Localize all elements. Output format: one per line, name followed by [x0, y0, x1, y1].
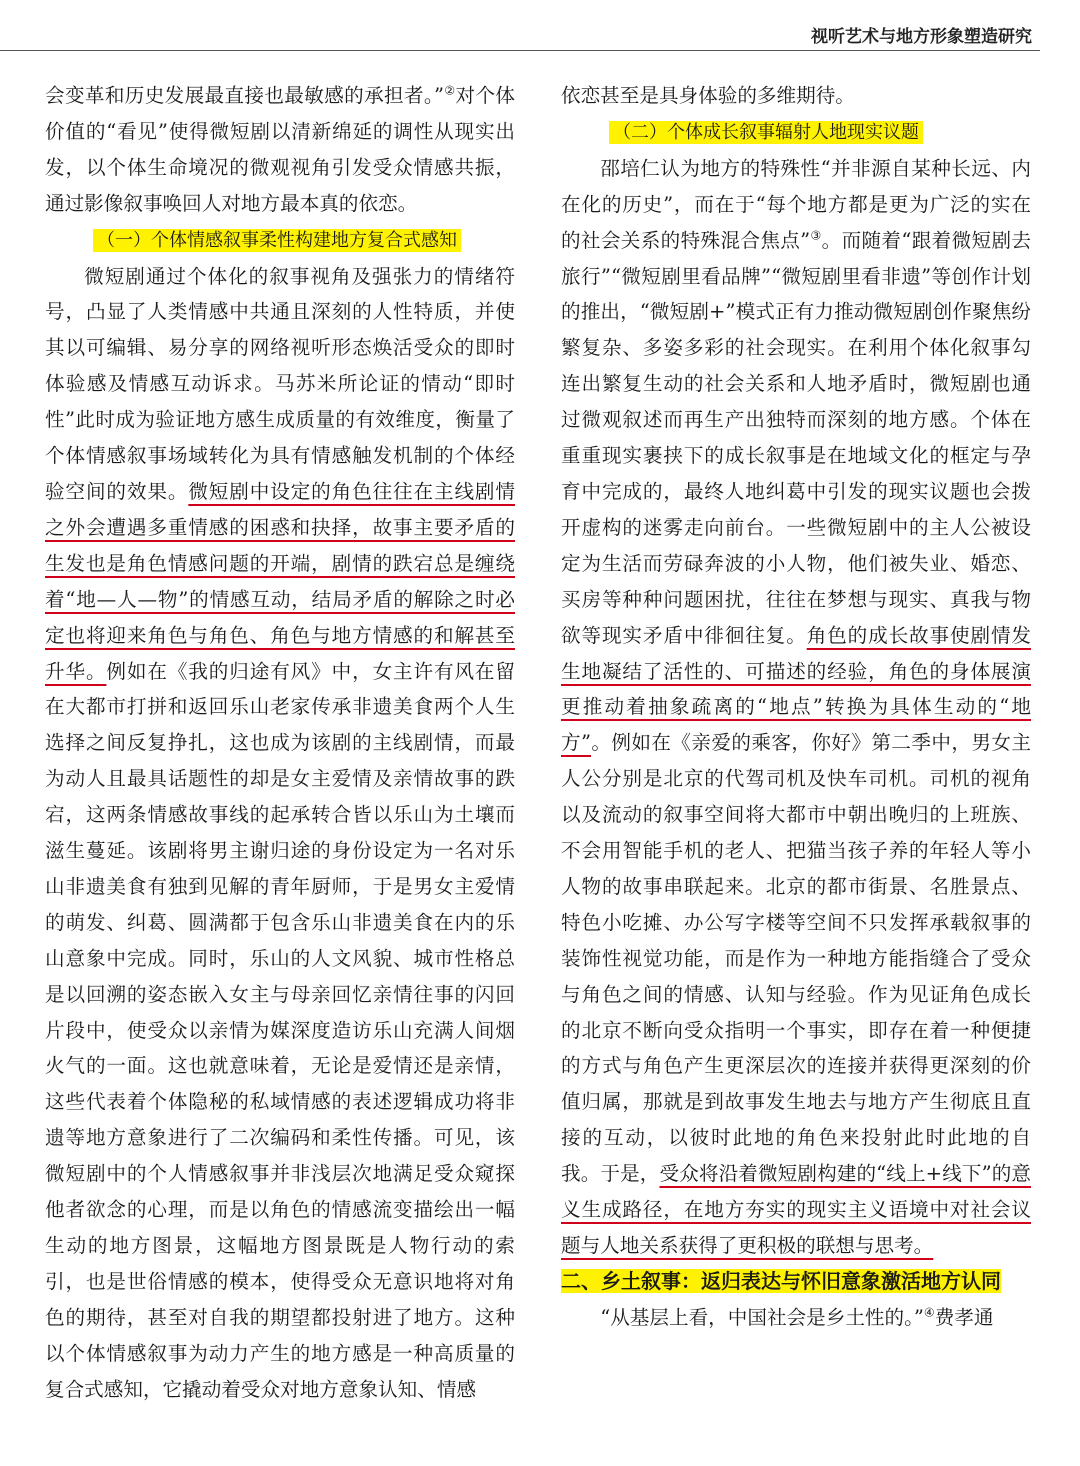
highlighted-heading: 二、乡土叙事：返归表达与怀旧意象激活地方认同: [561, 1268, 1001, 1293]
text-run: 。例如在《亲爱的乘客，你好》第二季中，男女主人公分别是北京的代驾司机及快车司机。司机的视角以及流动的叙事空间将大都市中朝出晚归的上班族、不会用智能手机的老人、把猫当孩子养的年轻人等小人物的故事串联起来。北京的都市街景、名胜景点、特色小吃摊、办公写字楼等空间不只发挥承载叙事的装饰性视觉功能，而是作为一种地方能指缝合了受众与角色之间的情感、认知与经验。作为见证角色成长的北京不断向受众指明一个事实，即存在着一种便捷的方式与角色产生更深层次的连接并获得更深刻的价值归属，那就是到故事发生地去与地方产生彻底且直接的互动，以彼时此地的角色来投射此时此地的自我。于是，: [561, 731, 1031, 1186]
page-header: [0, 0, 1080, 56]
text-run: “从基层上看，中国社会是乡土性的。”: [600, 1305, 924, 1329]
highlighted-heading: （一）个体情感叙事柔性构建地方复合式感知: [93, 229, 461, 252]
subsection-heading: [561, 114, 1031, 151]
header-rule: [0, 50, 1040, 51]
footnote-ref: ④: [923, 1305, 935, 1320]
text-run: 例如在《我的归途有风》中，女主许有风在留在大都市打拼和返回乐山老家传承非遗美食两个人生选择之间反复挣扎，这也成为该剧的主线剧情，而最为动人且最具话题性的却是女主爱情及亲情故事的跌宕，这两条情感故事线的起承转合皆以乐山为土壤而滋生蔓延。该剧将男主谢归途的身份设定为一名对乐山非遗美食有独到见解的青年厨师，于是男女主爱情的萌发、纠葛、圆满都于包含乐山非遗美食在内的乐山意象中完成。同时，乐山的人文风貌、城市性格总是以回溯的姿态嵌入女主与母亲回忆亲情往事的闪回片段中，使受众以亲情为媒深度造访乐山充满人间烟火气的一面。这也就意味着，无论是爱情还是亲情，这些代表着个体隐秘的私域情感的表述逻辑成功将非遗等地方意象进行了二次编码和柔性传播。可见，该微短剧中的个人情感叙事并非浅层次地满足受众窥探他者欲念的心理，而是以角色的情感流变描绘出一幅生动的地方图景，这幅地方图景既是人物行动的索引，也是世俗情感的模本，使得受众无意识地将对角色的期待，甚至对自我的期望都投射进了地方。这种以个体情感叙事为动力产生的地方感是一种高质量的复合式感知，它撬动着受众对地方意象认知、情感: [45, 659, 516, 1401]
running-title: 视听艺术与地方形象塑造研究: [811, 27, 1032, 47]
underlined-text: 角色的成长故事使剧情发生地凝结了活性的、可描述的经验，角色的身体展演更推动着抽象疏离的“地点”转换为具体生动的“地方”: [561, 623, 1032, 755]
paragraph: [561, 151, 1031, 1264]
footnote-ref: ②: [444, 83, 456, 98]
footnote-ref: ③: [810, 228, 822, 243]
text-run: 。而随着“跟着微短剧去旅行”“微短剧里看品牌”“微短剧里看非遗”等创作计划的推出，“微短剧+”模式正有力推动微短剧创作聚焦纷繁复杂、多姿多彩的社会现实。在利用个体化叙事勾连出繁复生动的社会关系和人地矛盾时，微短剧也通过微观叙述而再生产出独特而深刻的地方感。个体在重重现实裹挟下的成长叙事是在地域文化的框定与孕育中完成的，最终人地纠葛中引发的现实议题也会拨开虚构的迷雾走向前台。一些微短剧中的主人公被设定为生活而劳碌奔波的小人物，他们被失业、婚恋、买房等种种问题困扰，往往在梦想与现实、真我与物欲等现实矛盾中徘徊往复。: [561, 228, 1031, 647]
text-run: 会变革和历史发展最直接也最敏感的承担者。”: [45, 84, 445, 107]
text-run: 微短剧通过个体化的叙事视角及强张力的情绪符号，凸显了人类情感中共通且深刻的人性特质，并使其以可编辑、易分享的网络视听形态焕活受众的即时体验感及情感互动诉求。马苏米所论证的情动“即时性”此时成为验证地方感生成质量的有效维度，衡量了个体情感叙事场域转化为具有情感触发机制的个体经验空间的效果。: [45, 264, 515, 503]
left-column: [45, 78, 515, 1408]
paragraph: [45, 259, 515, 1408]
highlighted-heading: （二）个体成长叙事辐射人地现实议题: [609, 121, 923, 144]
paragraph: [45, 78, 515, 222]
subsection-heading: [45, 222, 515, 259]
underlined-text: 受众将沿着微短剧构建的“线上+线下”的意义生成路径，在地方夯实的现实主义语境中对社会议题与人地关系获得了更积极的联想与思考。: [561, 1162, 1032, 1257]
text-run: 费孝通: [934, 1305, 994, 1329]
text-run: 邵培仁认为地方的特殊性“并非源自某种长远、内在化的历史”，而在于“每个地方都是更为广泛的实在的社会关系的特殊混合焦点”: [561, 156, 1031, 252]
paragraph: [561, 1300, 1031, 1336]
underlined-text: 微短剧中设定的角色往往在主线剧情之外会遭遇多重情感的困惑和抉择，故事主要矛盾的生发也是角色情感问题的开端，剧情的跌宕总是缠绕着“地—人—物”的情感互动，结局矛盾的解除之时必定也将迎来角色与角色、角色与地方情感的和解甚至升华。: [45, 479, 516, 683]
section-heading: [561, 1264, 1031, 1300]
text-run: 对个体价值的“看见”使得微短剧以清新绵延的调性从现实出发，以个体生命境况的微观视角引发受众情感共振，通过影像叙事唤回人对地方最本真的依恋。: [45, 84, 516, 215]
paragraph: [561, 78, 1031, 114]
text-run: 依恋甚至是具身体验的多维期待。: [561, 84, 855, 107]
right-column: [561, 78, 1031, 1336]
